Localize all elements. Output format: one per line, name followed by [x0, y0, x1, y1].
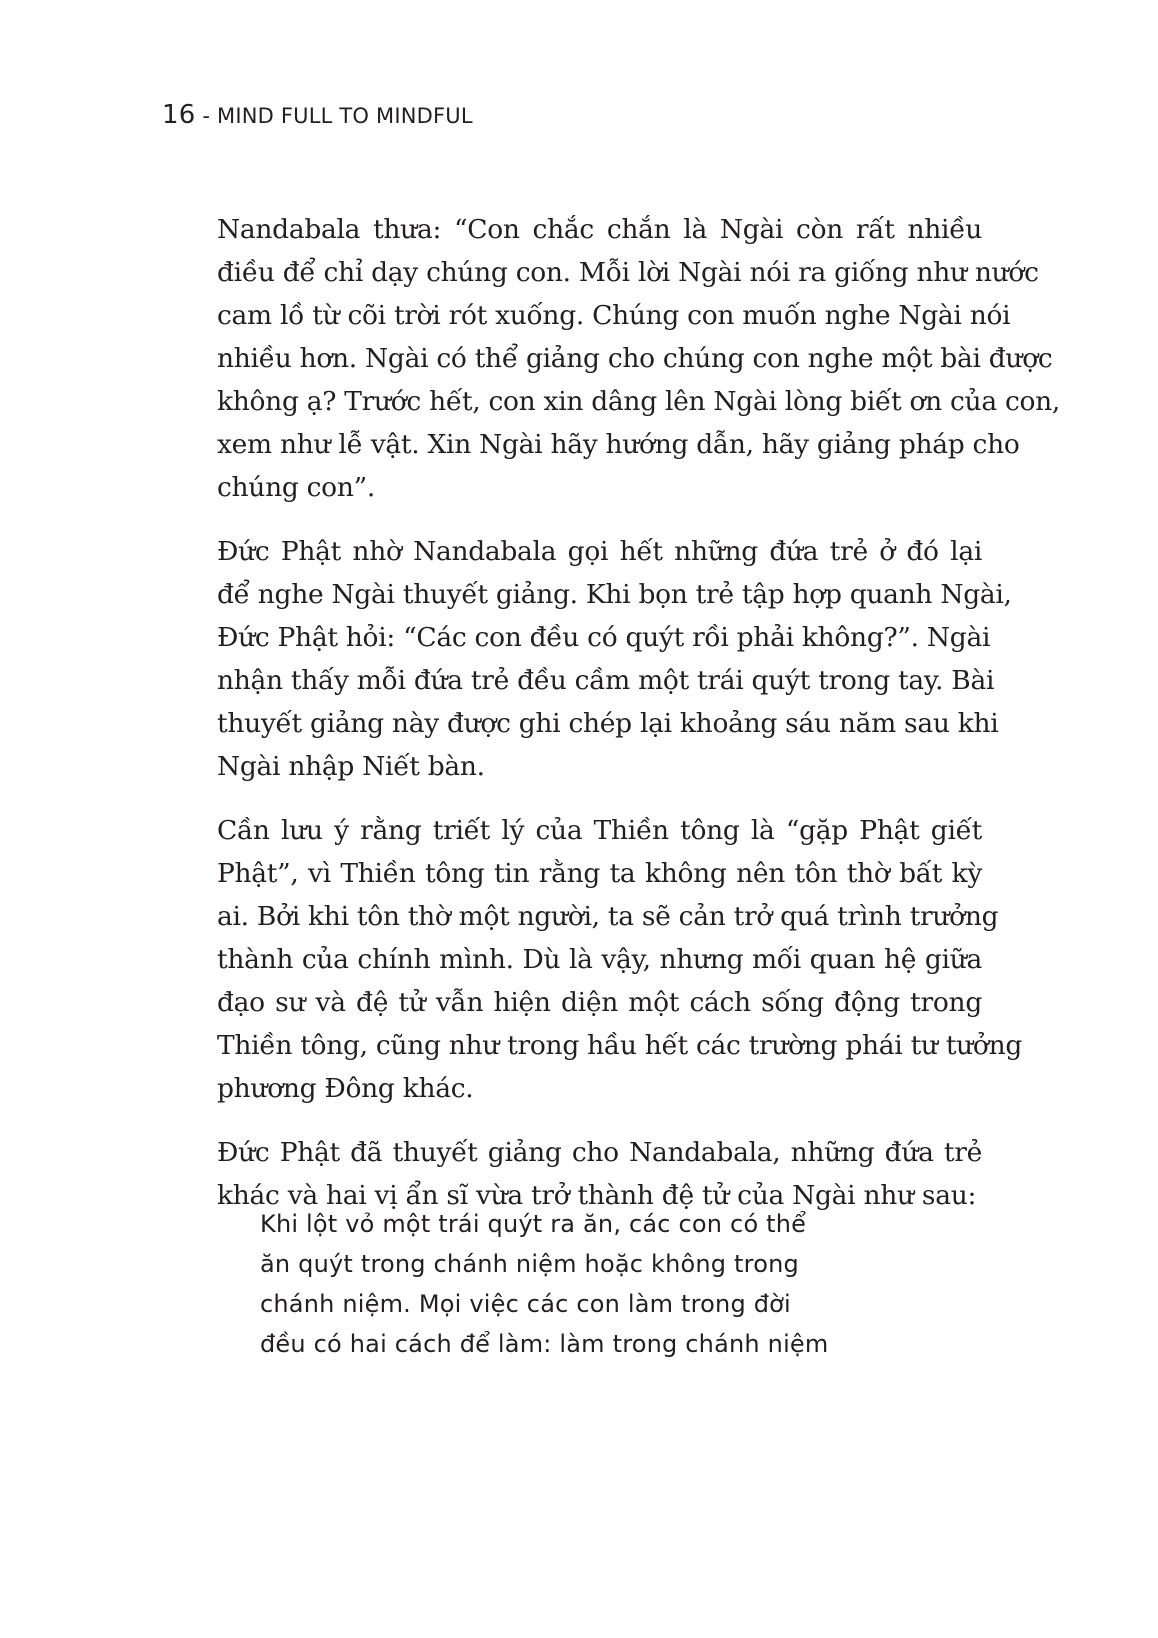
- text-line: xem như lễ vật. Xin Ngài hãy hướng dẫn, hãy giảng pháp cho: [217, 429, 1020, 460]
- text-line: Ngài nhập Niết bàn.: [217, 751, 485, 782]
- text-line: Đức Phật hỏi: “Các con đều có quýt rồi phải không?”. Ngài: [217, 622, 991, 653]
- body-text: [162, 208, 1061, 1238]
- text-line: Phật”, vì Thiền tông tin rằng ta không nên tôn thờ bất kỳ: [217, 858, 982, 889]
- quote-line: Khi lột vỏ một trái quýt ra ăn, các con có thể: [260, 1210, 807, 1238]
- text-line: để nghe Ngài thuyết giảng. Khi bọn trẻ tập hợp quanh Ngài,: [217, 579, 1012, 610]
- text-line: khác và hai vị ẩn sĩ vừa trở thành đệ tử của Ngài như sau:: [217, 1180, 977, 1211]
- paragraph-3: [162, 809, 1023, 1110]
- book-title: MIND FULL TO MINDFUL: [217, 104, 473, 128]
- text-line: nhiều hơn. Ngài có thể giảng cho chúng con nghe một bài được: [217, 343, 1053, 374]
- text-line: nhận thấy mỗi đứa trẻ đều cầm một trái quýt trong tay. Bài: [217, 665, 995, 696]
- text-line: Cần lưu ý rằng triết lý của Thiền tông là “gặp Phật giết: [217, 815, 982, 846]
- text-line: phương Đông khác.: [217, 1073, 474, 1104]
- header-separator: -: [195, 104, 218, 128]
- text-line: ai. Bởi khi tôn thờ một người, ta sẽ cản trở quá trình trưởng: [217, 901, 999, 932]
- text-line: Đức Phật nhờ Nandabala gọi hết những đứa trẻ ở đó lại: [217, 536, 982, 567]
- text-line: chúng con”.: [217, 472, 375, 503]
- paragraph-2: [162, 530, 1012, 788]
- quote-line: ăn quýt trong chánh niệm hoặc không trong: [260, 1250, 799, 1278]
- text-line: cam lồ từ cõi trời rót xuống. Chúng con muốn nghe Ngài nói: [217, 300, 1011, 331]
- text-line: thuyết giảng này được ghi chép lại khoảng sáu năm sau khi: [217, 708, 999, 739]
- text-line: thành của chính mình. Dù là vậy, nhưng mối quan hệ giữa: [217, 944, 982, 975]
- text-line: điều để chỉ dạy chúng con. Mỗi lời Ngài nói ra giống như nước: [217, 257, 1039, 288]
- text-line: Nandabala thưa: “Con chắc chắn là Ngài còn rất nhiều: [217, 214, 982, 245]
- running-header: [162, 100, 473, 130]
- paragraph-1: [162, 208, 1061, 509]
- quote-line: đều có hai cách để làm: làm trong chánh niệm: [260, 1330, 829, 1358]
- text-line: không ạ? Trước hết, con xin dâng lên Ngài lòng biết ơn của con,: [217, 386, 1061, 417]
- text-line: Thiền tông, cũng như trong hầu hết các trường phái tư tưởng: [217, 1030, 1023, 1061]
- block-quote: [260, 1204, 890, 1364]
- text-line: Đức Phật đã thuyết giảng cho Nandabala, những đứa trẻ: [217, 1137, 982, 1168]
- page-number: 16: [162, 100, 196, 130]
- quote-line: chánh niệm. Mọi việc các con làm trong đời: [260, 1290, 791, 1318]
- text-line: đạo sư và đệ tử vẫn hiện diện một cách sống động trong: [217, 987, 982, 1018]
